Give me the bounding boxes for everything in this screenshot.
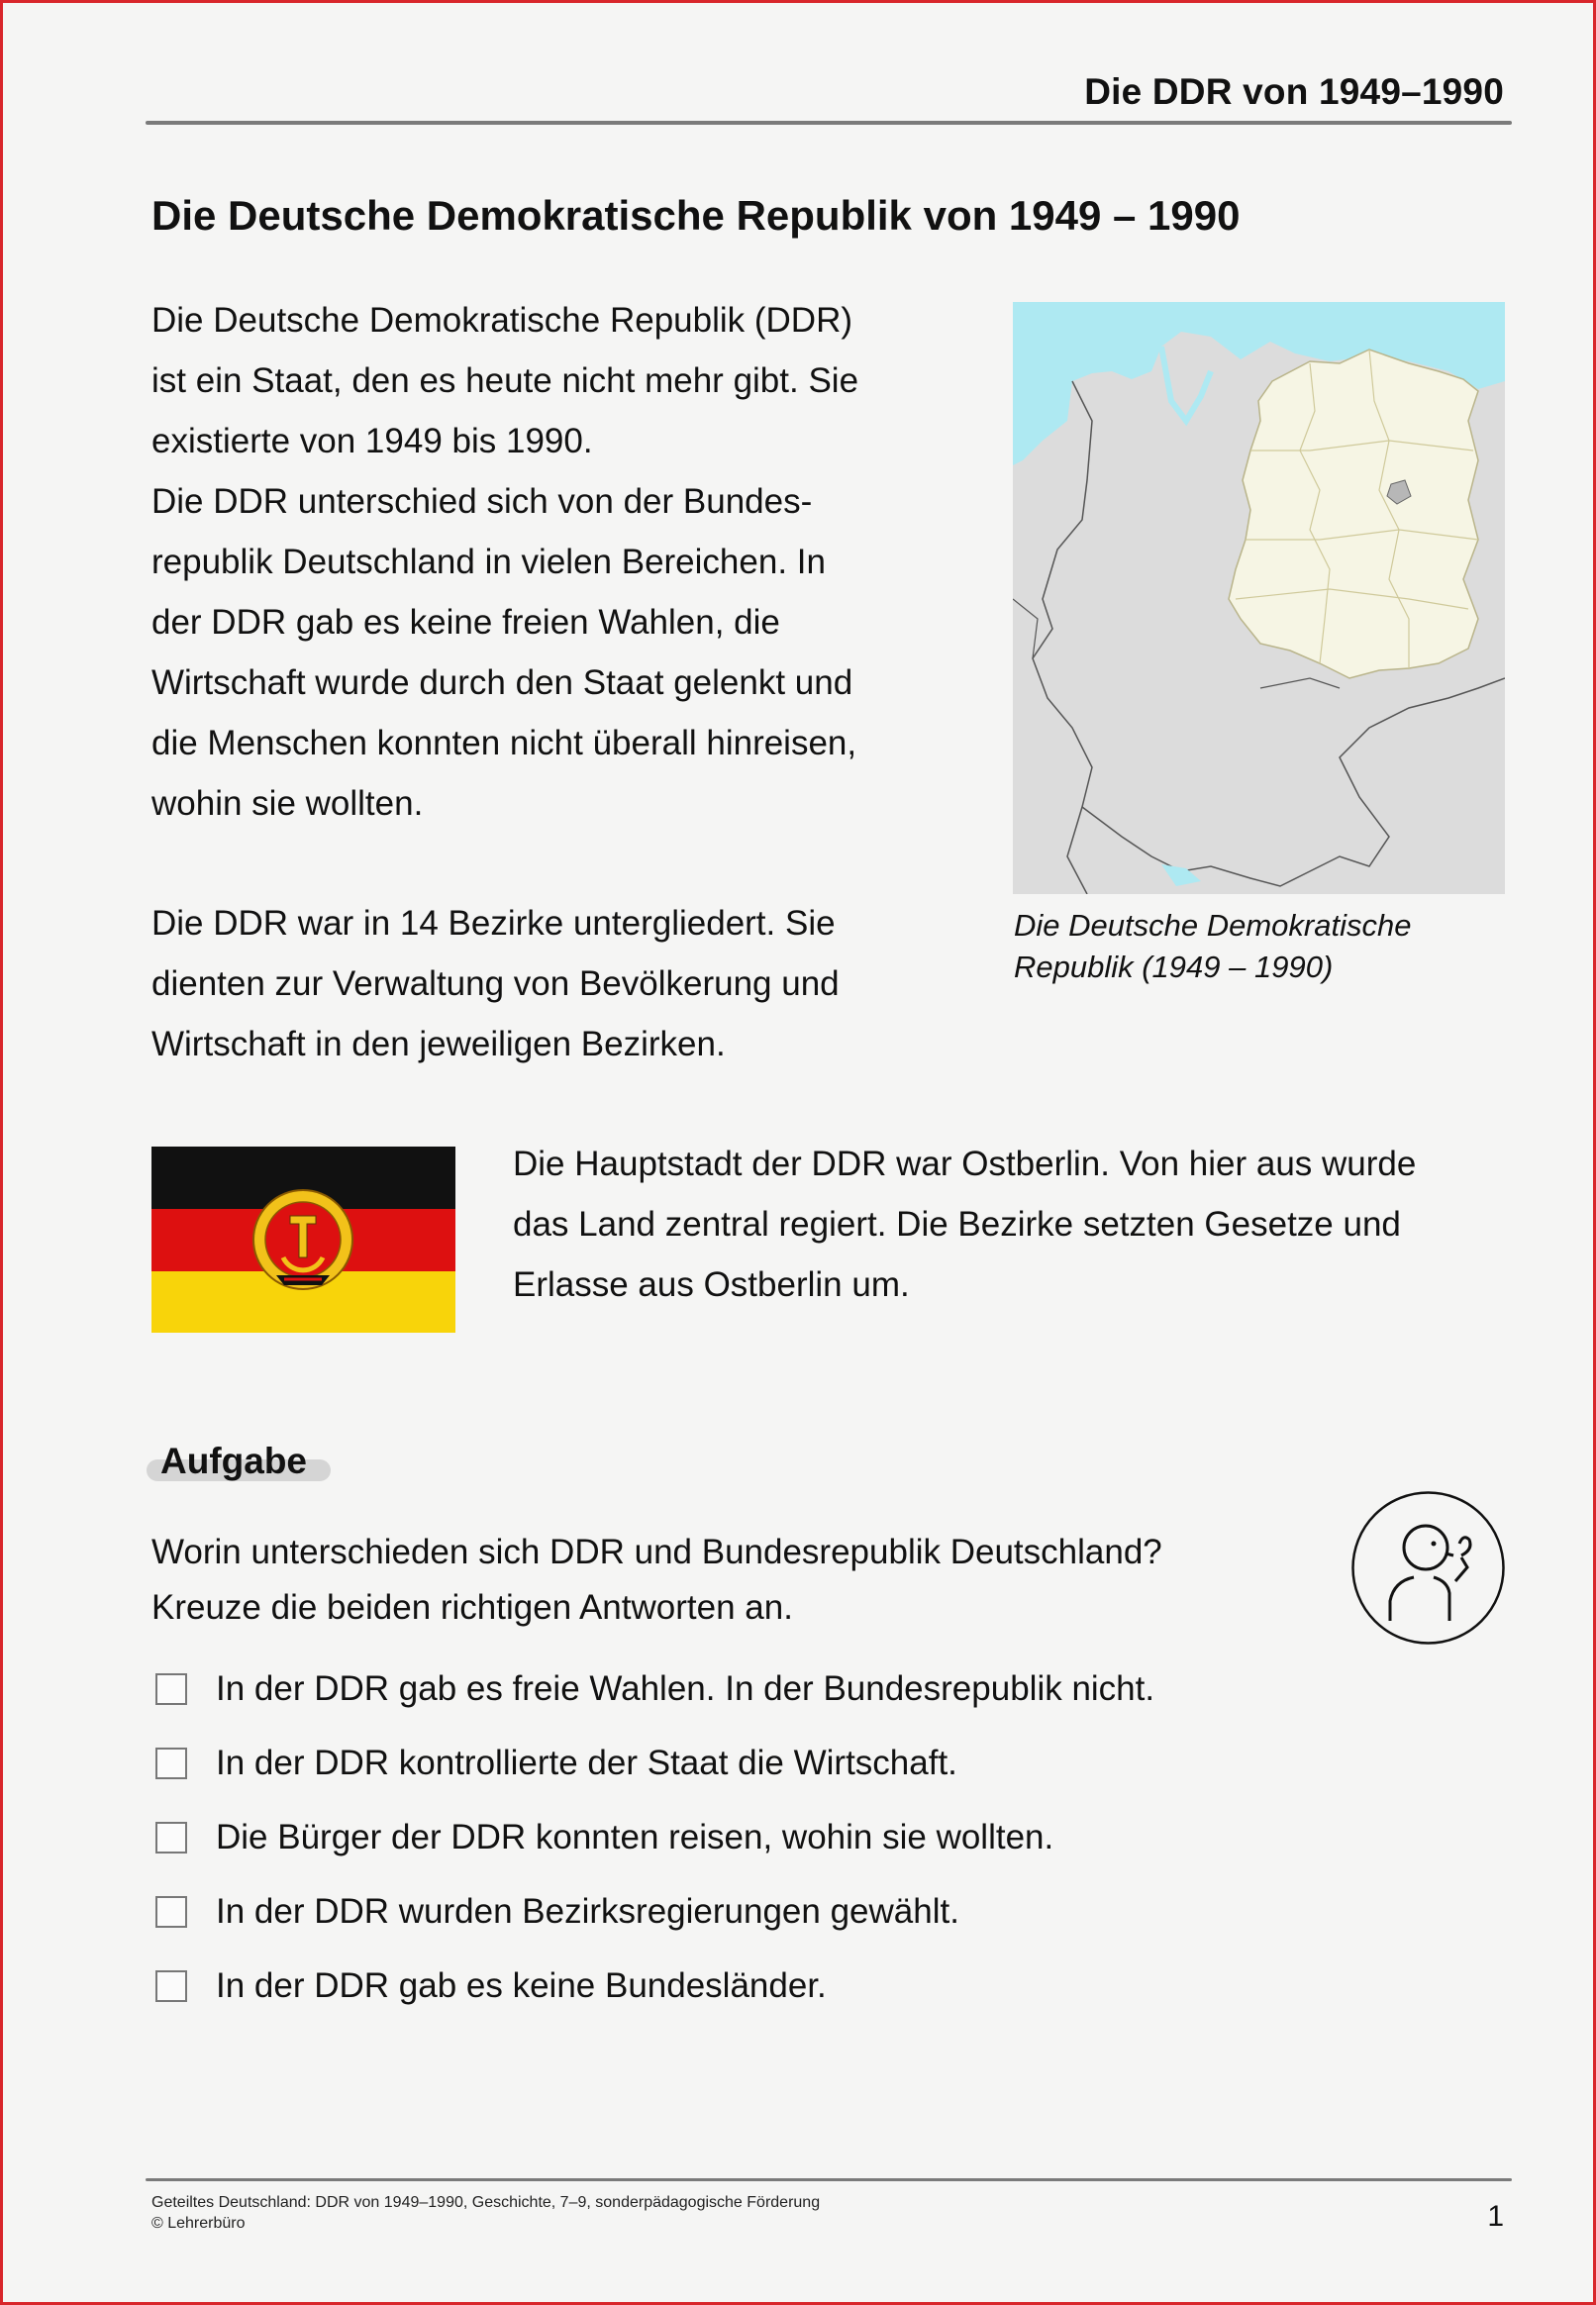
header-rule [146, 121, 1512, 125]
task-question [151, 1525, 1162, 1636]
task-heading [147, 1436, 321, 1489]
question-line: Kreuze die beiden richtigen Antworten an. [151, 1588, 793, 1627]
text-line: republik Deutschland in vielen Bereichen. In [151, 543, 826, 581]
answer-option[interactable] [155, 1736, 957, 1791]
text-line: das Land zentral regiert. Die Bezirke setzten Gesetze und [513, 1205, 1401, 1244]
caption-line: Die Deutsche Demokratische [1014, 908, 1412, 943]
answer-option[interactable] [155, 1810, 1053, 1865]
question-line: Worin unterschieden sich DDR und Bundesrepublik Deutschland? [151, 1533, 1162, 1571]
footer-rule [146, 2178, 1512, 2181]
task-heading-label: Aufgabe [160, 1441, 307, 1481]
text-line: wohin sie wollten. [151, 784, 424, 823]
running-title: Die DDR von 1949–1990 [1084, 71, 1504, 112]
answer-text: In der DDR kontrollierte der Staat die Wirtschaft. [216, 1744, 957, 1782]
page-number: 1 [1487, 2200, 1504, 2233]
ddr-emblem-icon [253, 1190, 352, 1289]
text-line: Die Deutsche Demokratische Republik (DDR) [151, 301, 853, 340]
answer-option[interactable] [155, 1958, 827, 2014]
ddr-map-graphic [1013, 302, 1505, 894]
page-title: Die Deutsche Demokratische Republik von 1949 – 1990 [151, 192, 1241, 239]
text-line: ist ein Staat, den es heute nicht mehr gibt. Sie [151, 361, 859, 400]
text-line: Die DDR unterschied sich von der Bundes- [151, 482, 813, 521]
text-line: die Menschen konnten nicht überall hinreisen, [151, 724, 857, 762]
text-line: der DDR gab es keine freien Wahlen, die [151, 603, 780, 642]
answer-checkbox[interactable] [155, 1822, 187, 1854]
map-caption [1014, 905, 1489, 988]
answer-text: In der DDR gab es freie Wahlen. In der Bundesrepublik nicht. [216, 1669, 1155, 1708]
think-pictogram-icon [1350, 1490, 1506, 1646]
text-line: Wirtschaft wurde durch den Staat gelenkt und [151, 663, 853, 702]
answer-text: Die Bürger der DDR konnten reisen, wohin sie wollten. [216, 1818, 1054, 1856]
answer-text: In der DDR wurden Bezirksregierungen gewählt. [216, 1892, 959, 1931]
answer-checkbox[interactable] [155, 1970, 187, 2002]
think-pictogram-graphic [1350, 1490, 1506, 1646]
intro-paragraph [151, 290, 944, 834]
answer-option[interactable] [155, 1661, 1154, 1717]
answer-checkbox[interactable] [155, 1673, 187, 1705]
ddr-map [1013, 302, 1505, 894]
text-line: Die Hauptstadt der DDR war Ostberlin. Von hier aus wurde [513, 1145, 1417, 1183]
answer-text: In der DDR gab es keine Bundesländer. [216, 1966, 827, 2005]
caption-line: Republik (1949 – 1990) [1014, 950, 1334, 984]
footer-source [151, 2192, 820, 2234]
text-line: Erlasse aus Ostberlin um. [513, 1265, 910, 1304]
answer-checkbox[interactable] [155, 1748, 187, 1779]
ddr-flag-graphic [151, 1147, 455, 1333]
answer-option[interactable] [155, 1884, 959, 1940]
capital-paragraph [513, 1134, 1513, 1315]
footer-copyright: © Lehrerbüro [151, 2215, 246, 2232]
ddr-flag [151, 1147, 455, 1333]
text-line: Wirtschaft in den jeweiligen Bezirken. [151, 1025, 726, 1063]
footer-source-line: Geteiltes Deutschland: DDR von 1949–1990, Geschichte, 7–9, sonderpädagogische Förderung [151, 2194, 821, 2211]
text-line: Die DDR war in 14 Bezirke untergliedert. Sie [151, 904, 836, 943]
answer-checkbox[interactable] [155, 1896, 187, 1928]
bezirke-paragraph [151, 893, 944, 1074]
text-line: existierte von 1949 bis 1990. [151, 422, 593, 460]
text-line: dienten zur Verwaltung von Bevölkerung und [151, 964, 840, 1003]
